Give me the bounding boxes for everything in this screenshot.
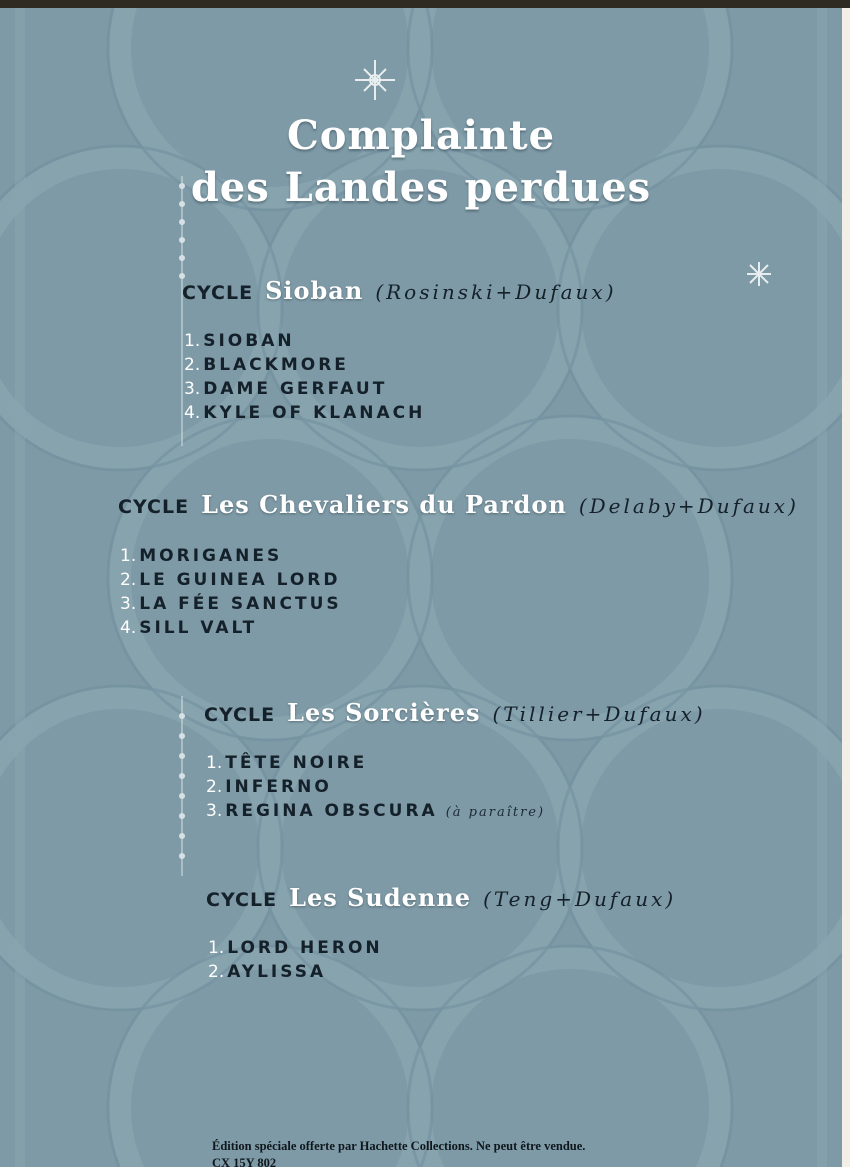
album-title: BLACKMORE (203, 355, 349, 375)
cover-page (0, 8, 842, 1167)
album-title: SIOBAN (203, 331, 295, 351)
cycle-label: CYCLE (182, 282, 254, 304)
list-item (208, 936, 383, 960)
cycle-authors: (Delaby+Dufaux) (578, 494, 799, 518)
album-title: DAME GERFAUT (203, 379, 388, 399)
cycle-authors: (Rosinski+Dufaux) (375, 280, 617, 304)
album-number: 2. (208, 962, 225, 982)
album-number: 3. (120, 594, 137, 614)
album-title: KYLE OF KLANACH (203, 403, 426, 423)
list-item (206, 799, 545, 823)
cycle-name: Les Sorcières (287, 698, 481, 727)
album-title: INFERNO (225, 777, 332, 797)
list-item (206, 751, 545, 775)
cycle-heading-sioban (182, 276, 617, 305)
cycle-heading-sudenne (206, 883, 676, 912)
cycle-name: Les Chevaliers du Pardon (201, 490, 567, 519)
cycle-name: Sioban (265, 276, 364, 305)
footer-line1: Édition spéciale offerte par Hachette Collections. Ne peut être vendue. (212, 1139, 586, 1153)
list-item (120, 568, 342, 592)
cycle-name: Les Sudenne (289, 883, 472, 912)
list-item (184, 377, 425, 401)
album-list-sioban (184, 329, 425, 425)
book-title-line1: Complainte (286, 112, 556, 159)
list-item (120, 544, 342, 568)
album-number: 1. (184, 331, 201, 351)
album-title: LORD HERON (227, 938, 383, 958)
list-item (184, 401, 425, 425)
album-number: 2. (120, 570, 137, 590)
cycle-heading-chevaliers (118, 490, 799, 519)
album-number: 2. (206, 777, 223, 797)
top-edge (0, 0, 850, 8)
album-number: 4. (184, 403, 201, 423)
album-title: TÊTE NOIRE (225, 753, 368, 773)
album-list-sudenne (208, 936, 383, 984)
list-item (208, 960, 383, 984)
album-number: 3. (206, 801, 223, 821)
album-title: SILL VALT (139, 618, 258, 638)
cycle-label: CYCLE (206, 889, 278, 911)
cycle-heading-sorcieres (204, 698, 706, 727)
album-number: 4. (120, 618, 137, 638)
list-item (120, 616, 342, 640)
album-title: MORIGANES (139, 546, 283, 566)
list-item (206, 775, 545, 799)
list-item (184, 353, 425, 377)
footer-line2: CX 15Y 802 (212, 1156, 277, 1167)
cycle-authors: (Teng+Dufaux) (483, 887, 677, 911)
cycle-label: CYCLE (118, 496, 190, 518)
cycle-label: CYCLE (204, 704, 276, 726)
list-item (120, 592, 342, 616)
album-number: 2. (184, 355, 201, 375)
book-title-line2: des Landes perdues (190, 164, 652, 211)
footer-legal (212, 1138, 585, 1167)
album-note: (à paraître) (445, 805, 546, 820)
album-list-chevaliers (120, 544, 342, 640)
album-title: AYLISSA (227, 962, 327, 982)
cycle-authors: (Tillier+Dufaux) (492, 702, 706, 726)
album-list-sorcieres (206, 751, 545, 823)
album-title: LE GUINEA LORD (139, 570, 341, 590)
album-number: 1. (120, 546, 137, 566)
ornament-star-icon (745, 260, 773, 288)
ornament-cross-icon (350, 58, 400, 102)
album-number: 3. (184, 379, 201, 399)
list-item (184, 329, 425, 353)
album-number: 1. (206, 753, 223, 773)
page-edge (842, 8, 850, 1167)
album-title: REGINA OBSCURA (225, 801, 438, 821)
vertical-ornament-icon (172, 696, 192, 876)
album-number: 1. (208, 938, 225, 958)
album-title: LA FÉE SANCTUS (139, 594, 342, 614)
